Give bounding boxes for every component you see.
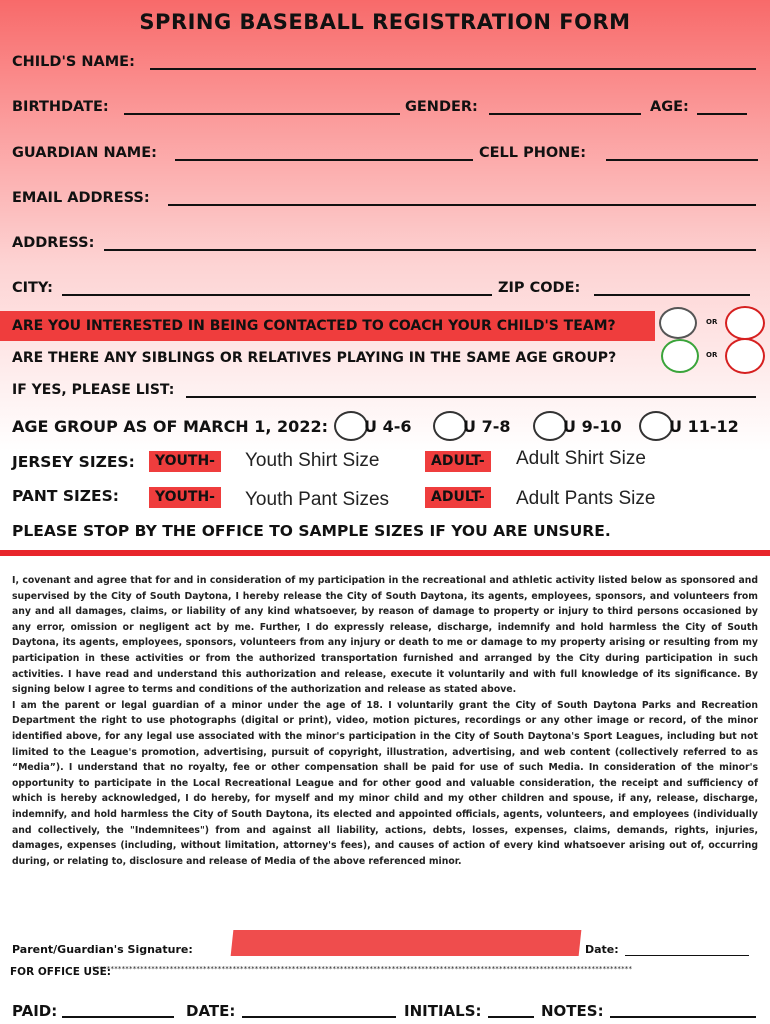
initials-field[interactable] [488,1016,534,1018]
coach-or-label: OR [706,318,718,326]
notes-label: NOTES: [541,1002,604,1020]
pant-adult-tag: ADULT- [425,487,491,508]
paid-label: PAID: [12,1002,58,1020]
city-label: CITY: [12,280,53,296]
pant-youth-tag: YOUTH- [149,487,221,508]
form-title: SPRING BASEBALL REGISTRATION FORM [139,10,631,34]
age-u4-6-radio[interactable] [334,411,368,441]
age-u7-8-radio[interactable] [433,411,467,441]
office-date-label: DATE: [186,1002,236,1020]
jersey-youth-tag: YOUTH- [149,451,221,472]
email-field[interactable] [168,204,756,206]
gender-label: GENDER: [405,99,478,115]
notes-field[interactable] [610,1016,756,1018]
guardian-name-label: GUARDIAN NAME: [12,145,157,161]
gender-field[interactable] [489,113,641,115]
signature-date-label: Date: [585,943,619,956]
jersey-sizes-label: JERSEY SIZES: [12,453,135,471]
zip-code-field[interactable] [594,294,750,296]
guardian-name-field[interactable] [175,159,473,161]
youth-shirt-size-select[interactable]: Youth Shirt Size [245,450,380,471]
media-release-paragraph: I am the parent or legal guardian of a minor under the age of 18. I voluntarily grant the City of South Daytona Parks and Recreation Department the right to use photographs (digital or print), video, motion pictures, recordings or any other image or record, of the minor identified above, for any legal use associated with the minor's participation in the City of South Daytona's Sport Leagues, including but not limited to the League's promotion, advertising, pursuit of copyright, illustration, advertising, and web content (collectively referred to as “Media”). I understand that no royalty, fee or other compensation shall be paid for use of such Media. In consideration of the minor's opportunity to participate in the Local Recreational League and for other good and valuable consideration, the receipt and sufficiency of which is hereby acknowledged, I do hereby, for myself and my minor child and my other children and spouse, if any, release, discharge, indemnify, and hold harmless the City of South Daytona, its elected and appointed officials, agents, volunteers, and employees (individually and collectively, the "Indemnitees") from and against all liability, actions, debts, losses, expenses, claims, demands, rights, injuries, damages, expenses (including, without limitation, attorney's fees), and causes of action of every kind whatsoever arising out of, occurring during, or relating to, disclosure and release of Media of the above referenced minor. [12,699,758,867]
address-label: ADDRESS: [12,235,95,251]
office-use-divider: ************************************************************************************************************************************************** [92,965,633,973]
age-u11-12-label: U 11-12 [669,417,739,436]
coach-yes-option[interactable] [659,307,697,339]
birthdate-label: BIRTHDATE: [12,99,109,115]
city-field[interactable] [62,294,492,296]
release-paragraph: I, covenant and agree that for and in consideration of my participation in the recreational and athletic activity listed below as sponsored and supervised by the City of South Daytona, I hereby release the City of South Daytona, its agents, employees, sponsors, and volunteers from any and all damages, claims, or liability of any kind whatsoever, by reason of damage to property or injury to third persons occasioned by any error, omission or negligent act by me. Further, I do expressly release, discharge, indemnify and hold harmless the City of South Daytona, its agents, employees, sponsors, volunteers from any injury or death to me or damage to my property arising or resulting from my participation in these activities or from the authorized transportation furnished and arranged by the City during participation in such activities. I have read and understand this authorization and release, execute it voluntarily and with full knowledge of its significance. By signing below I agree to terms and conditions of the authorization and release as stated above. [12,575,758,696]
coach-no-option[interactable] [725,306,765,340]
age-u9-10-radio[interactable] [533,411,567,441]
size-notice: PLEASE STOP BY THE OFFICE TO SAMPLE SIZES IF YOU ARE UNSURE. [12,522,611,540]
siblings-or-label: OR [706,351,718,359]
age-label: AGE: [650,99,689,115]
cell-phone-field[interactable] [606,159,758,161]
pant-sizes-label: PANT SIZES: [12,487,119,505]
cell-phone-label: CELL PHONE: [479,145,587,161]
youth-pant-size-select[interactable]: Youth Pant Sizes [245,489,390,510]
age-u9-10-label: U 9-10 [563,417,622,436]
if-yes-field[interactable] [186,396,756,398]
siblings-no-option[interactable] [725,338,765,374]
signature-field[interactable] [231,930,582,956]
zip-code-label: ZIP CODE: [498,280,581,296]
adult-pant-size-select[interactable]: Adult Pants Size [516,488,656,509]
office-use-label: FOR OFFICE USE: [10,966,112,978]
section-divider [0,550,770,556]
age-u7-8-label: U 7-8 [463,417,511,436]
waiver-text [12,573,758,869]
siblings-question: ARE THERE ANY SIBLINGS OR RELATIVES PLAYING IN THE SAME AGE GROUP? [12,350,617,366]
jersey-adult-tag: ADULT- [425,451,491,472]
address-field[interactable] [104,249,756,251]
initials-label: INITIALS: [404,1002,482,1020]
birthdate-field[interactable] [124,113,400,115]
paid-field[interactable] [62,1016,174,1018]
childs-name-label: CHILD'S NAME: [12,54,135,70]
age-u4-6-label: U 4-6 [364,417,412,436]
email-label: EMAIL ADDRESS: [12,190,150,206]
if-yes-label: IF YES, PLEASE LIST: [12,382,175,398]
coach-question: ARE YOU INTERESTED IN BEING CONTACTED TO COACH YOUR CHILD'S TEAM? [12,318,616,334]
age-group-label: AGE GROUP AS OF MARCH 1, 2022: [12,417,328,436]
adult-shirt-size-select[interactable]: Adult Shirt Size [516,448,646,469]
childs-name-field[interactable] [150,68,756,70]
signature-label: Parent/Guardian's Signature: [12,943,193,956]
siblings-yes-option[interactable] [661,339,699,373]
signature-date-field[interactable] [625,955,749,956]
age-field[interactable] [697,113,747,115]
age-u11-12-radio[interactable] [639,411,673,441]
office-date-field[interactable] [242,1016,396,1018]
